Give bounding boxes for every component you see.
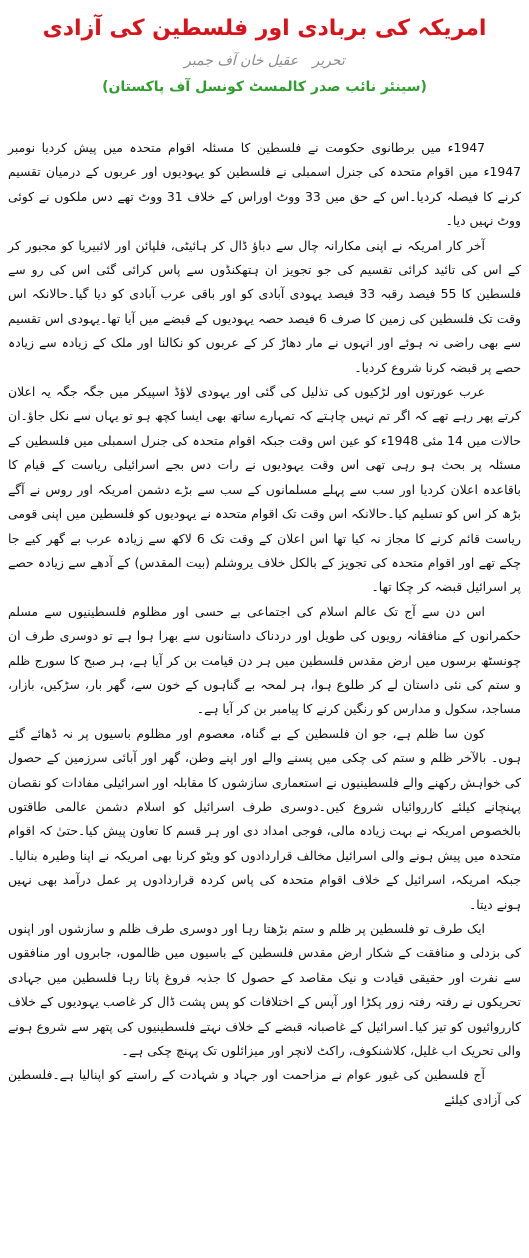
article-body — [8, 136, 521, 1112]
article-title: امریکہ کی بربادی اور فلسطین کی آزادی — [42, 16, 487, 41]
paragraph: کون سا ظلم ہے، جو ان فلسطین کے بے گناہ، معصوم اور مظلوم باسیوں پر نہ ڈھائے گئے ہوں۔ بالآخر ظلم و ستم کی چکی میں پسنے والے اور اپنے وطن، گھر اور آبائی سرزمین کے حصول کی خواہش رکھنے والے فلسطینیوں نے استعماری سازشوں کا مقابلہ اور اسرائیلی مفادات کو نقصان پہنچانے کیلئے کارروائیاں شروع کیں۔دوسری طرف اسرائیل کو اسلام دشمن عالمی طاقتوں بالخصوص امریکہ نے بہت زیادہ مالی، فوجی امداد دی اور ہر قسم کا تعاون پیش کیا۔حتیٰ کہ اقوام متحدہ میں پیش ہونے والی اسرائیل مخالف قراردادوں کو ویٹو کرنا بھی امریکہ نے اپنا وطیرہ بنالیا۔ جبکہ امریکہ، اسرائیل کے خلاف اقوام متحدہ کی پاس کردہ قراردادوں پر عمل درآمد بھی نہیں ہونے دیتا۔ — [8, 725, 521, 912]
paragraph: آخر کار امریکہ نے اپنی مکارانہ چال سے دباؤ ڈال کر ہائیٹی، فلپائن اور لائبیریا کو مجبور کر کے اس کی تائید کرائی تقسیم کی جو تجویز ان ہتھکنڈوں سے پاس کرائی گئی اس کی رو سے فلسطین کا 55 فیصد رقبہ 33 فیصد یہودی آبادی کو اور باقی عرب آبادی کو دیا گیا۔حالانکہ اس وقت تک فلسطین کی زمین کا صرف 6 فیصد حصہ یہودیوں کے قبضے میں آیا تھا۔یہودی اس تقسیم سے بھی راضی نہ ہوئے اور انہوں نے مار دھاڑ کر کے عربوں کو نکالنا اور ملک کے زیادہ سے زیادہ حصے پر قبضہ کرنا شروع کردیا۔ — [8, 237, 521, 375]
paragraph: عرب عورتوں اور لڑکیوں کی تذلیل کی گئی اور یہودی لاؤڈ اسپیکر میں جگہ جگہ یہ اعلان کرتے پھر رہے تھے کہ اگر تم نہیں چاہتے کہ تمہارے ساتھ بھی ایسا کچھ ہو تو یہاں سے نکل جاؤ۔ان حالات میں 14 مئی 1948ء کو عین اس وقت جبکہ اقوام متحدہ کی جنرل اسمبلی میں فلسطین کے مسئلہ پر بحث ہو رہی تھی اس وقت یہودیوں نے رات دس بجے اسرائیلی ریاست کے قیام کا باقاعدہ اعلان کردیا اور سب سے پہلے مسلمانوں کے سب سے بڑے دشمن امریکہ اور روس نے آگے بڑھ کر اس کو تسلیم کیا۔حالانکہ اس وقت تک اقوام متحدہ نے یہودیوں کو فلسطین میں اپنی قومی ریاست قائم کرنے کا مجاز نہ کیا تھا اس اعلان کے وقت تک 6 لاکھ سے زیادہ عرب بے گھر کیے جا چکے تھے اور اقوام متحدہ کی تجویز کے بالکل خلاف یروشلم (بیت المقدس) کے آدھے سے زیادہ حصے پر اسرائیل قبضہ کر چکا تھا۔ — [8, 384, 521, 595]
author-name: عقیل خان آف جمبر — [184, 53, 299, 69]
paragraph: اس دن سے آج تک عالم اسلام کی اجتماعی بے حسی اور مظلوم فلسطینیوں سے مسلم حکمرانوں کے منافقانہ رویوں کی طویل اور دردناک داستانوں سے بھرا ہوا ہے تو دوسری طرف ان چونسٹھ برسوں میں ارض مقدس فلسطین میں ہر دن قیامت بن کر آیا ہے، ہر صبح کا سورج ظلم و ستم کی نئی داستان لے کر طلوع ہوا، ہر لمحہ بے گناہوں کے خون سے، گھر بار، سڑکیں، بازار، مساجد، سکول و مدارس کو رنگین کرنے کا پیامبر بن کر آیا ہے۔ — [8, 603, 521, 717]
author-designation: (سینئر نائب صدر کالمسٹ کونسل آف پاکستان) — [102, 79, 427, 95]
paragraph: 1947ء میں برطانوی حکومت نے فلسطین کا مسئلہ اقوام متحدہ میں پیش کردیا نومبر 1947ء میں اقوام متحدہ کی جنرل اسمبلی نے فلسطین کو یہودیوں اور عربوں کے درمیان تقسیم کرنے کا فیصلہ کردیا۔اس کے حق میں 33 ووٹ اوراس کے خلاف 31 ووٹ تھے دس ملکوں نے کوئی ووٹ نہیں دیا۔ — [8, 140, 522, 229]
paragraph: آج فلسطین کی غیور عوام نے مزاحمت اور جہاد و شہادت کے راستے کو اپنالیا ہے۔فلسطین کی آزادی کیلئے — [8, 1067, 521, 1107]
byline — [8, 50, 521, 72]
byline-label: تحریر — [312, 53, 345, 69]
paragraph: ایک طرف تو فلسطین پر ظلم و ستم بڑھتا رہا اور دوسری طرف ظلم و سازشوں اور اپنوں کی بزدلی و منافقت کے شکار ارض مقدس فلسطین کے باسیوں میں ظالموں، جابروں اور منافقوں سے نفرت اور حقیقی قیادت و نیک مقاصد کے حصول کا جذبہ فروغ پاتا رہا فلسطین میں جہادی تحریکوں نے رفتہ رفتہ زور پکڑا اور آپس کے اختلافات کو پس پشت ڈال کر غاصب یہودیوں کے خلاف کارروائیوں کو تیز کیا۔اسرائیل کے غاصبانہ قبضے کے خلاف نہتے فلسطینیوں کی پتھر سے شروع ہونے والی تحریک اب غلیل، کلاشنکوف، راکٹ لانچر اور میزائلوں تک پہنچ چکی ہے۔ — [8, 921, 521, 1059]
